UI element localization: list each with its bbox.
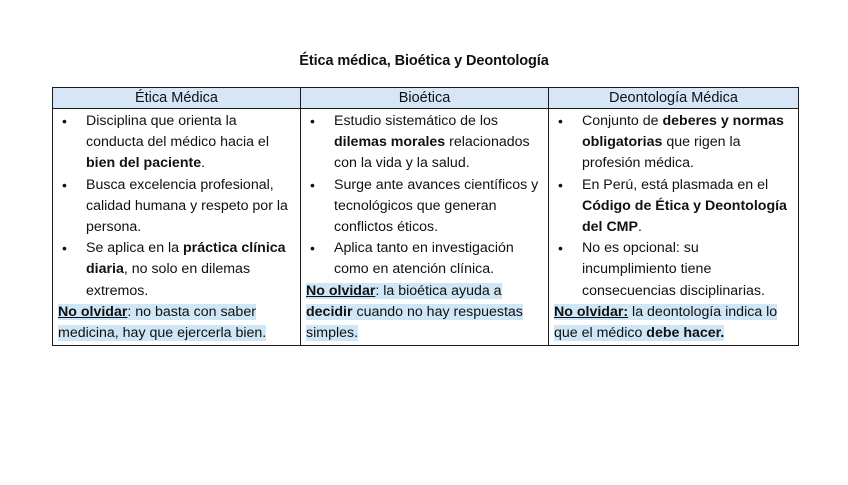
header-etica-medica: Ética Médica <box>53 88 301 109</box>
bullet-list <box>306 111 544 281</box>
cell-deontologia-medica <box>549 109 799 346</box>
emphasis: dilemas morales <box>334 134 446 151</box>
list-item: • No es opcional: su incumplimiento tiene consecuencias disciplinarias. <box>554 238 794 302</box>
emphasis: deberes y normas obligatorias <box>582 113 784 151</box>
emphasis: debe hacer. <box>646 325 725 342</box>
note-label: No olvidar: <box>554 303 629 320</box>
cell-bioetica <box>301 109 549 346</box>
list-item: • Aplica tanto en investigación como en atención clínica. <box>306 238 544 280</box>
header-deontologia-medica: Deontología Médica <box>549 88 799 109</box>
list-item: • Conjunto de deberes y normas obligatorias que rigen la profesión médica. <box>554 111 794 175</box>
emphasis: bien del paciente <box>86 155 202 172</box>
list-item: • Busca excelencia profesional, calidad humana y respeto por la persona. <box>58 175 296 239</box>
bullet-list <box>554 111 794 302</box>
note-text: : la bioética ayuda a <box>375 282 502 299</box>
reminder-note <box>58 302 296 345</box>
list-item: • Disciplina que orienta la conducta del médico hacia el bien del paciente. <box>58 111 296 175</box>
list-item: • Se aplica en la práctica clínica diaria, no solo en dilemas extremos. <box>58 238 296 302</box>
table-header-row <box>53 88 799 109</box>
header-bioetica: Bioética <box>301 88 549 109</box>
cell-etica-medica <box>53 109 301 346</box>
note-label: No olvidar <box>58 303 128 320</box>
reminder-note <box>554 302 794 345</box>
emphasis: práctica clínica diaria <box>86 240 286 278</box>
note-text: : no basta con saber medicina, hay que ejercerla bien. <box>58 303 267 342</box>
page-title: Ética médica, Bioética y Deontología <box>299 53 549 69</box>
list-item: • En Perú, está plasmada en el Código de Ética y Deontología del CMP. <box>554 175 794 239</box>
reminder-note <box>306 281 544 346</box>
list-item: • Estudio sistemático de los dilemas morales relacionados con la vida y la salud. <box>306 111 544 175</box>
bullet-list <box>58 111 296 302</box>
note-text: la deontología indica lo que el médico <box>554 303 778 342</box>
emphasis: decidir <box>306 303 353 320</box>
list-item: • Surge ante avances científicos y tecnológicos que generan conflictos éticos. <box>306 175 544 239</box>
table-row <box>53 109 799 346</box>
emphasis: Código de Ética y Deontología del CMP <box>582 197 787 236</box>
note-label: No olvidar <box>306 282 376 299</box>
note-text: cuando no hay respuestas simples. <box>306 303 523 342</box>
ethics-comparison-table <box>52 87 799 346</box>
